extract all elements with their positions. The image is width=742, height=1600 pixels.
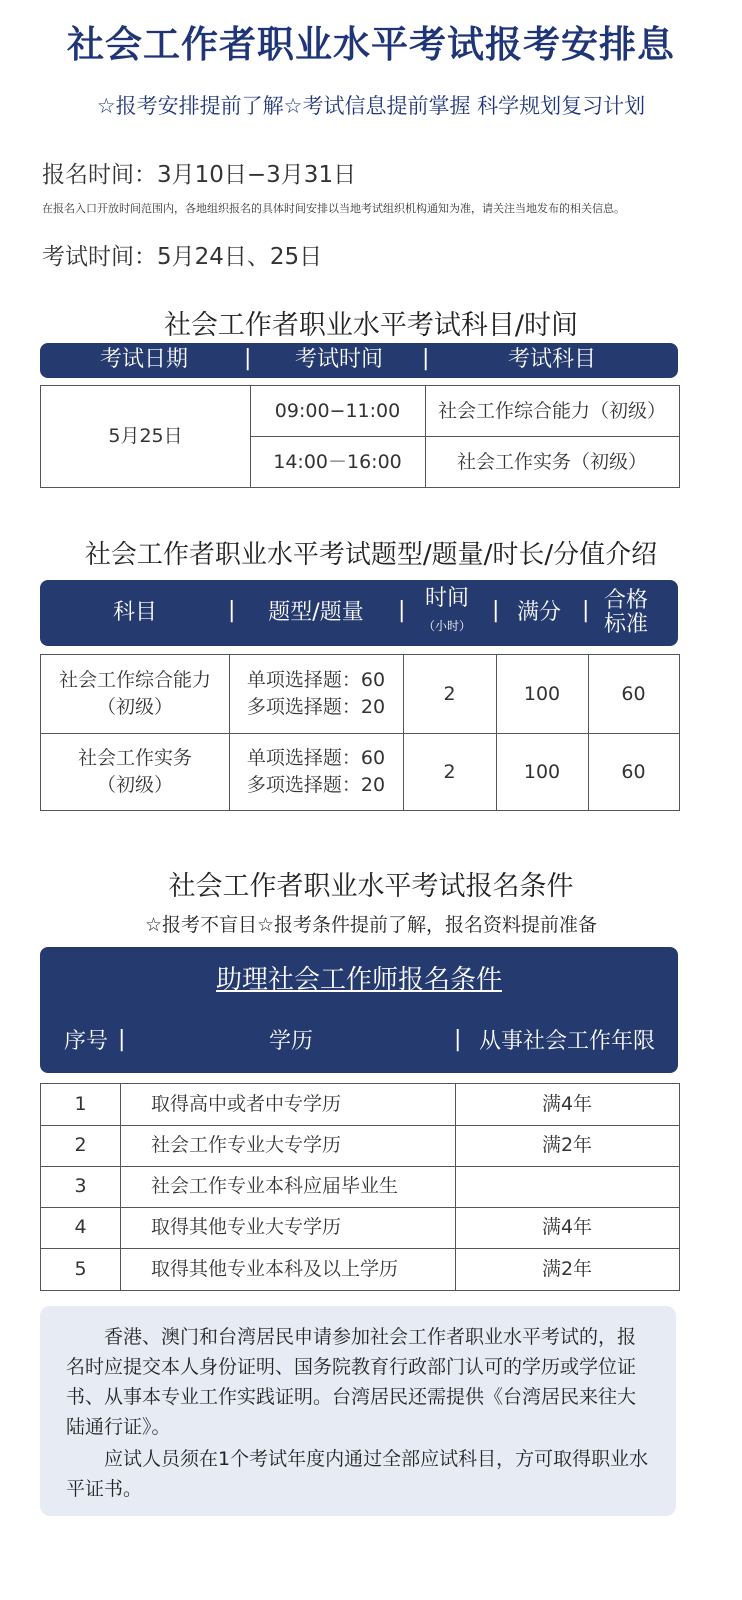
conditions-years-cell: 满4年 (541, 1093, 593, 1116)
format-hours-cell: 2 (443, 760, 456, 783)
schedule-header-bar (40, 343, 678, 378)
page-title: 社会工作者职业水平考试报考安排息 (67, 22, 675, 66)
conditions-edu-cell: 社会工作专业大专学历 (151, 1134, 342, 1157)
conditions-no-cell: 5 (74, 1257, 87, 1280)
schedule-header-time: 考试时间 (294, 347, 383, 373)
format-header-bar (40, 580, 678, 646)
format-pass-cell: 60 (621, 682, 646, 705)
table-divider (120, 1084, 121, 1290)
format-subject-cell (41, 655, 229, 733)
conditions-edu-cell: 取得高中或者中专学历 (151, 1093, 342, 1116)
format-header-type: 题型/题量 (268, 599, 364, 625)
header-separator: | (244, 346, 252, 371)
page-subtitle: ☆报考安排提前了解☆考试信息提前掌握 科学规划复习计划 (96, 94, 646, 118)
format-header-score: 满分 (516, 599, 561, 625)
question-count: 单项选择题：60 (246, 669, 386, 692)
format-header-subject: 科目 (112, 599, 157, 625)
format-header-time-unit: （小时） (422, 619, 471, 634)
subject-level: （初级） (96, 696, 173, 718)
subject-name: 社会工作综合能力 (58, 669, 211, 692)
schedule-subject-cell: 社会工作实务（初级） (456, 450, 647, 473)
format-header-pass: 合格标准 (603, 587, 648, 637)
header-separator: | (398, 598, 406, 623)
format-pass-cell: 60 (621, 760, 646, 783)
conditions-table (40, 1083, 680, 1291)
conditions-edu-cell: 取得其他专业本科及以上学历 (151, 1257, 399, 1280)
format-hours-cell: 2 (443, 682, 456, 705)
conditions-header-edu: 学历 (268, 1028, 313, 1054)
notes-paragraph: 香港、澳门和台湾居民申请参加社会工作者职业水平考试的，报名时应提交本人身份证明、国务院教育行政部门认可的学历或学位证书、从事本专业工作实践证明。台湾居民还需提供《台湾居民来往大陆通行证》。 (66, 1326, 637, 1438)
format-header-time: 时间 (424, 585, 469, 611)
schedule-subject-cell: 社会工作综合能力（初级） (437, 399, 666, 422)
header-separator: | (582, 598, 590, 623)
conditions-box-title: 助理社会工作师报名条件 (215, 964, 502, 995)
conditions-edu-cell: 社会工作专业本科应届毕业生 (151, 1175, 399, 1198)
format-table (40, 654, 680, 811)
format-score-cell: 100 (523, 682, 561, 705)
schedule-title: 社会工作者职业水平考试科目/时间 (163, 310, 579, 341)
conditions-years-cell: 满2年 (541, 1134, 593, 1157)
notes-box (40, 1306, 676, 1516)
conditions-no-cell: 4 (74, 1216, 87, 1239)
conditions-no-cell: 3 (74, 1175, 87, 1198)
question-count: 多项选择题：20 (246, 696, 386, 718)
conditions-title: 社会工作者职业水平考试报名条件 (168, 871, 574, 902)
format-type-cell (229, 655, 403, 733)
header-separator: | (118, 1027, 126, 1052)
conditions-years-cell: 满4年 (541, 1216, 593, 1239)
conditions-subtitle: ☆报考不盲目☆报考条件提前了解，报名资料提前准备 (144, 914, 598, 936)
registration-time: 报名时间：3月10日−3月31日 (42, 162, 357, 188)
schedule-table (40, 385, 680, 488)
header-separator: | (228, 598, 236, 623)
question-count: 多项选择题：20 (246, 774, 386, 796)
header-separator: | (492, 598, 500, 623)
subject-name: 社会工作实务 (77, 747, 192, 770)
schedule-header-date: 考试日期 (99, 347, 188, 373)
conditions-header-no: 序号 (63, 1028, 108, 1054)
conditions-no-cell: 1 (74, 1093, 87, 1116)
format-subject-cell (41, 734, 229, 810)
conditions-header-box (40, 947, 678, 1073)
subject-level: （初级） (96, 774, 173, 796)
schedule-time-cell: 09:00−11:00 (274, 399, 401, 422)
exam-time: 考试时间：5月24日、25日 (42, 244, 323, 270)
notes-paragraph: 应试人员须在1个考试年度内通过全部应试科目，方可取得职业水平证书。 (66, 1448, 649, 1500)
format-score-cell: 100 (523, 760, 561, 783)
schedule-header-subject: 考试科目 (507, 347, 596, 373)
conditions-edu-cell: 取得其他专业大专学历 (151, 1216, 342, 1239)
registration-note: 在报名入口开放时间范围内，各地组织报名的具体时间安排以当地考试组织机构通知为准，请关注当地发布的相关信息。 (42, 202, 625, 215)
conditions-no-cell: 2 (74, 1134, 87, 1157)
format-title: 社会工作者职业水平考试题型/题量/时长/分值介绍 (84, 540, 658, 570)
schedule-time-cell: 14:00－16:00 (273, 450, 402, 473)
header-separator: | (422, 346, 430, 371)
header-separator: | (454, 1027, 462, 1052)
question-count: 单项选择题：60 (246, 747, 386, 770)
conditions-years-cell: 满2年 (541, 1257, 593, 1280)
conditions-years-cell (455, 1166, 679, 1207)
schedule-date-cell: 5月25日 (108, 425, 183, 448)
format-type-cell (229, 734, 403, 810)
conditions-header-years: 从事社会工作年限 (478, 1028, 655, 1054)
